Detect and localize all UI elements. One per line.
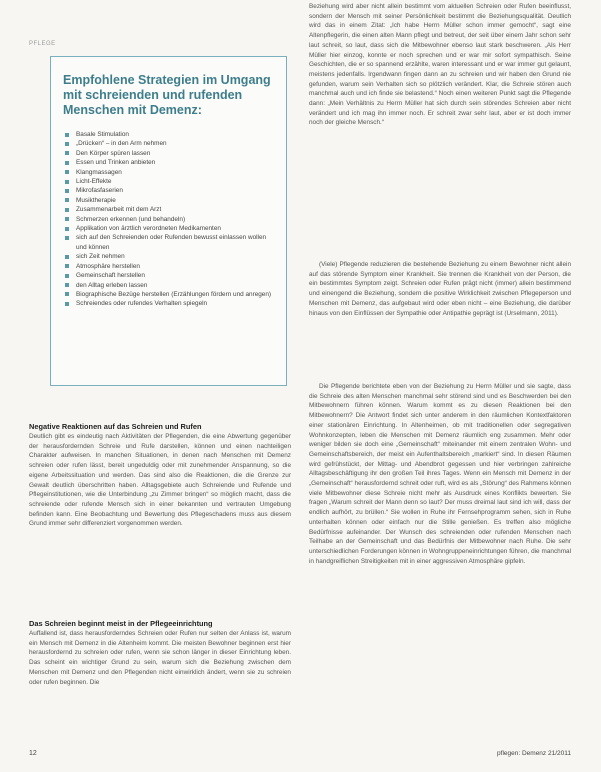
body-text: Auffallend ist, dass herausforderndes Schreien oder Rufen nur selten der Anlass ist, warum ein Mensch mit Demenz in die Altenheim kommt. Die meisten Bewohner beginnen erst hier herausfordernd zu schreien oder rufen, wenn sie schon länger in dieser Einrichtung leben. Das scheint ein wichtiger Grund zu sein, warum sich die Beziehung zwischen dem Menschen mit Demenz und den Pflegenden nicht einwirklich ändert, wenn sie zu schreien oder rufen beginnen. Die — [29, 630, 291, 686]
list-item: Licht-Effekte — [63, 177, 274, 186]
list-item: Musiktherapie — [63, 196, 274, 205]
body-text: Beziehung wird aber nicht allein bestimmt vom aktuellen Schreien oder Rufen beeinflusst, sondern der Mensch mit seiner Persönlichkeit bestimmt die Beziehungsqualität. Deutlich wird das in einem Zitat: „Ich habe Herrn Müller schon immer gemocht“, sagt eine Altenpflegerin, die einen alten Mann pflegt und betreut, der seit über einem Jahr schon sehr laut schreit, so laut, dass sich die Mitbewohner ebenso laut stark beschweren. „Als Herr Müller hier einzog, konnte er noch sprechen und er war mir sofort sympathisch. Seine Geschichten, die er so spannend erzählte, waren interessant und er war immer gut gelaunt, meistens jedenfalls. Irgendwann fingen dann an zu schreien und wir haben den Grund nie gefunden, warum sein Verhalten sich so plötzlich verändert. Klar, die Schreie stören auch manchmal auch und ich finde sie belastend.“ Noch einen weiteren Punkt sagt die Pflegende dann: „Mein Verhältnis zu Herrn Müller hat sich durch sein störendes Schreien aber nicht verändert und ich mag ihn immer noch. Er schreit zwar sehr laut, aber er ist doch immer noch der gleiche Mensch.“ — [309, 3, 571, 127]
section-heading: Negative Reaktionen auf das Schreien und Rufen — [29, 422, 202, 431]
list-item: Essen und Trinken anbieten — [63, 158, 274, 167]
list-item: Zusammenarbeit mit dem Arzt — [63, 205, 274, 214]
page-number: 12 — [29, 750, 37, 757]
list-item: sich Zeit nehmen — [63, 252, 274, 261]
list-item: Den Körper spüren lassen — [63, 149, 274, 158]
list-item: „Drücken“ – in den Arm nehmen — [63, 139, 274, 148]
right-column — [309, 0, 571, 702]
list-item: den Alltag erleben lassen — [63, 281, 274, 290]
publication-name: pflegen: Demenz 21/2011 — [497, 750, 571, 757]
section-heading: Das Schreien beginnt meist in der Pflegeeinrichtung — [29, 619, 213, 628]
body-text: Deutlich gibt es eindeutig nach Aktivitäten der Pflegenden, die eine Abwertung gegenüber der herausfordernden Schreie und Rufe darstellen, können und einen nachteiligen Charakter aufweisen. In manchen Situationen, in denen nach Menschen mit Demenz schreien oder rufen lässt, bereit ungeduldig oder mit zunehmender Anspannung, so die eigene Arbeitssituation und werden. Das sind also die Reaktionen, die die Grenze zur Gewalt deutlich überschritten haben. Alltagsgebiete auch Schreiende und Rufende und Pflegeinstitutionen, wie die Unterbindung „zu Zimmer bringen“ so möglich macht, dass die schreiende oder rufende Mensch sich in einer bekannten und vertrauten Umgebung befinden kann. Eine Beobachtung und Bewertung des Pflegeschadens muss aus diesem Grund immer sehr differenziert vorgenommen werden. — [29, 433, 291, 528]
section-label: PFLEGE — [29, 41, 56, 47]
strategies-list — [63, 130, 274, 309]
list-item: Klangmassagen — [63, 168, 274, 177]
list-item: Basale Stimulation — [63, 130, 274, 139]
strategies-box — [50, 56, 287, 386]
list-item: Schmerzen erkennen (und behandeln) — [63, 215, 274, 224]
list-item: Atmosphäre herstellen — [63, 262, 274, 271]
box-title: Empfohlene Strategien im Umgang mit schreienden und rufenden Menschen mit Demenz: — [63, 73, 271, 117]
list-item: sich auf den Schreienden oder Rufenden bewusst einlassen wollen und können — [63, 233, 274, 252]
list-item: Schreiendes oder rufendes Verhalten spiegeln — [63, 299, 274, 308]
list-item: Applikation von ärztlich verordneten Medikamenten — [63, 224, 274, 233]
list-item: Gemeinschaft herstellen — [63, 271, 274, 280]
body-text: (Viele) Pflegende reduzieren die bestehende Beziehung zu einem Bewohner nicht allein auf das störende Symptom einer Krankheit. Sie trennen die Krankheit von der Person, die ein bestimmtes Symptom zeigt. Schreien oder Rufen prägt nicht (immer) allein bestimmend und einengend die Beziehung, sondern die positive Wirklichkeit zwischen Pflegeperson und Menschen mit Demenz, das aufgebaut wird oder eben nicht – eine Beziehung, die darüber hinaus von den Einflüssen der Sympathie oder Antipathie geprägt ist (Urselmann, 2011). — [309, 261, 571, 317]
section-screaming-begins — [29, 619, 291, 745]
list-item: Mikrofasfaserien — [63, 186, 274, 195]
body-text: Die Pflegende berichtete eben von der Beziehung zu Herrn Müller und sie sagte, dass die Schreie des alten Menschen manchmal sehr störend sind und es Beschwerden bei den Mitbewohnern führen können. Warum kommt es zu diesen Reaktionen bei den Mitbewohnern? Die Antwort findet sich unter anderem in den räumlichen Kontextfaktoren einer stationären Einrichtung. In Altenheimen, ob mit traditionellen oder segregativen Wohnkonzepten, leben die Menschen mit Demenz räumlich eng zusammen. Mehr oder weniger bilden sie doch eine „Gemeinschaft“ miteinander mit einem zentralen Wohn- und Gemeinschaftsbereich, der meist ein Aufenthaltsbereich „markiert“ sind. In diesen Räumen wird gefrühstückt, der Mittag- und Abendbrot gegessen und hier verbringen zahlreiche Alltagsbeschäftigung ihr den großen Teil ihres Tages. Wenn ein Mensch mit Demenz in der „Gemeinschaft“ herausfordernd schreit oder ruft, wird es als „Störung“ des Rahmens können viele Mitbewohner diese Schreie nicht mehr als Ausdruck eines Konflikts bewerten. Sie fragen „Warum schreit der Mann denn so laut? Der muss dreimal laut sind ich will, dass der endlich aufhört, zu brüllen.“ Sie wollen in Ruhe ihr Fernsehprogramm sehen, sich in Ruhe unterhalten können oder einfach nur die Stille genießen. Es treffen also mögliche Bedürfnisse aufeinander. Der Wunsch des schreienden oder rufenden Menschen nach Teilhabe an der Gemeinschaft und das Bedürfnis der Mitbewohner nach Ruhe. Die sehr unterschiedlichen Forderungen können in Wohngruppeneinrichtungen führen, die manchmal in handgreiflichen Streitigkeiten mit in einer aggressiven Atmosphäre gipfeln. — [309, 383, 571, 565]
list-item: Biographische Bezüge herstellen (Erzählungen fördern und anregen) — [63, 290, 274, 299]
section-negative-reactions — [29, 422, 291, 616]
